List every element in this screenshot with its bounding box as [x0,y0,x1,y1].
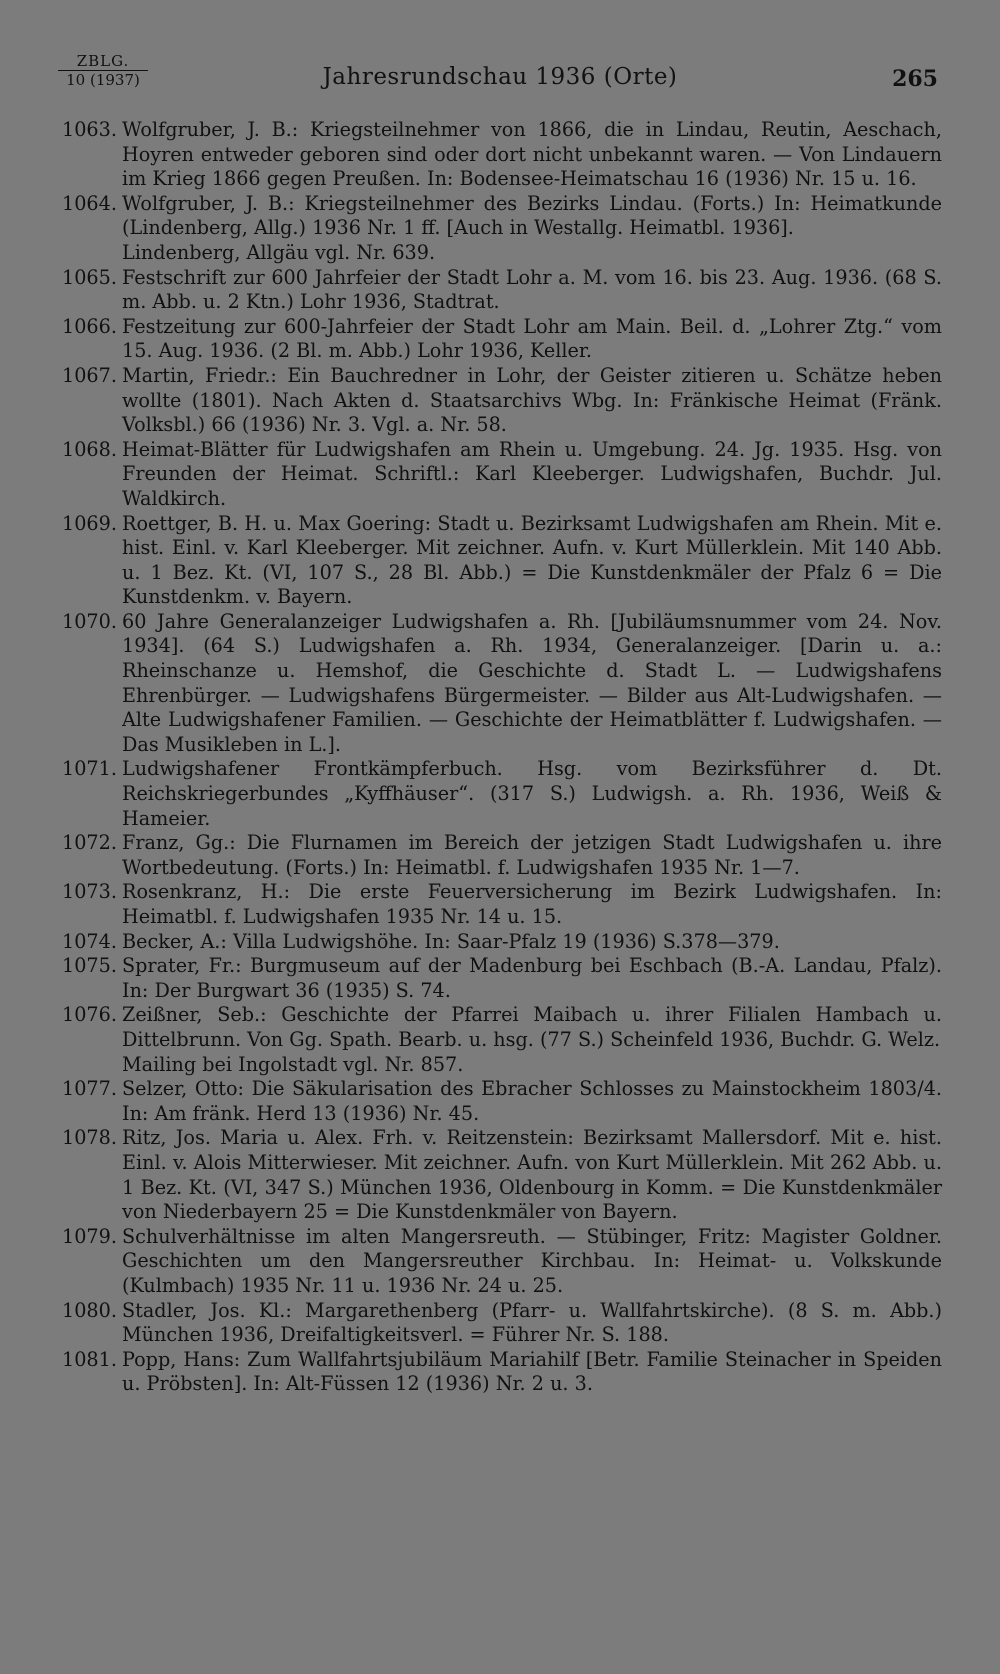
entry-text: Stadler, Jos. Kl.: Margarethenberg (Pfarr- u. Wallfahrtskirche). (8 S. m. Abb.) München 1936, Dreifaltigkeitsverl. = Führer Nr. S. 188. [122,1298,942,1347]
entry-number: 1068. [62,437,117,461]
entry-number: 1072. [62,831,117,855]
cross-reference [62,1053,942,1078]
journal-abbreviation: ZBLG. [58,52,148,71]
bibliography-entry [62,831,942,880]
entry-number: 1075. [62,954,117,978]
bibliography-entry [62,512,942,610]
bibliography-entry [62,880,942,929]
bibliography-entry [62,1077,942,1126]
bibliography-entry [62,192,942,241]
entry-number: 1069. [62,511,117,535]
entry-number: 1063. [62,118,117,141]
entry-number: 1071. [62,757,117,781]
entry-text: Lindenberg, Allgäu vgl. Nr. 639. [122,240,436,264]
entry-number: 1074. [62,929,117,953]
entry-text: Wolfgruber, J. B.: Kriegsteilnehmer von 1866, die in Lindau, Reutin, Aeschach, Hoyren entweder geboren sind oder dort nicht unbekannt waren. — Von Lindauern im Krieg 1866 gegen Preußen. In: Bodensee-Heimatschau 16 (1936) Nr. 15 u. 16. [122,118,942,191]
entry-text: Zeißner, Seb.: Geschichte der Pfarrei Maibach u. ihrer Filialen Hambach u. Dittelbrunn. Von Gg. Spath. Bearb. u. hsg. (77 S.) Scheinfeld 1936, Buchdr. G. Welz. [122,1003,942,1051]
bibliography-entry [62,1126,942,1224]
entry-text: Mailing bei Ingolstadt vgl. Nr. 857. [122,1052,464,1076]
entry-number: 1079. [62,1224,117,1248]
entry-text: 60 Jahre Generalanzeiger Ludwigshafen a. Rh. [Jubiläumsnummer vom 24. Nov. 1934]. (64 S.) Ludwigshafen a. Rh. 1934, Generalanzeiger. [Darin u. a.: Rheinschanze u. Hemshof, die Geschichte d. Stadt L. — Ludwigshafens Ehrenbürger. — Ludwigshafens Bürgermeister. — Bilder aus Alt-Ludwigshafen. — Alte Ludwigshafener Familien. — Geschichte der Heimatblätter f. Ludwigshafen. — Das Musikleben in L.]. [122,609,942,756]
entry-number: 1080. [62,1298,117,1322]
entry-number: 1081. [62,1347,117,1371]
entry-text: Ritz, Jos. Maria u. Alex. Frh. v. Reitzenstein: Bezirksamt Mallersdorf. Mit e. hist. Einl. v. Alois Mitterwieser. Mit zeichner. Aufn. von Kurt Müllerklein. Mit 262 Abb. u. 1 Bez. Kt. (VI, 347 S.) München 1936, Oldenbourg in Komm. = Die Kunstdenkmäler von Niederbayern 25 = Die Kunstdenkmäler von Bayern. [122,1126,942,1224]
entry-text: Selzer, Otto: Die Säkularisation des Ebracher Schlosses zu Mainstockheim 1803/4. In: Am fränk. Herd 13 (1936) Nr. 45. [122,1077,942,1125]
volume-year: 10 (1937) [66,71,140,89]
entry-text: Becker, A.: Villa Ludwigshöhe. In: Saar-Pfalz 19 (1936) S.378—379. [122,929,780,953]
entry-text: Wolfgruber, J. B.: Kriegsteilnehmer des Bezirks Lindau. (Forts.) In: Heimatkunde (Lindenberg, Allg.) 1936 Nr. 1 ff. [Auch in Westallg. Heimatbl. 1936]. [122,191,942,240]
entry-number: 1065. [62,265,117,289]
entry-text: Sprater, Fr.: Burgmuseum auf der Madenburg bei Eschbach (B.-A. Landau, Pfalz). In: Der Burgwart 36 (1935) S. 74. [122,954,942,1002]
entry-text: Ludwigshafener Frontkämpferbuch. Hsg. vom Bezirksführer d. Dt. Reichskriegerbundes „Kyffhäuser“. (317 S.) Ludwigsh. a. Rh. 1936, Weiß & Hameier. [122,757,942,830]
entry-number: 1066. [62,314,117,338]
bibliography-entry [62,364,942,438]
bibliography-entry [62,1225,942,1299]
page-number: 265 [892,66,938,92]
entry-text: Schulverhältnisse im alten Mangersreuth. — Stübinger, Fritz: Magister Goldner. Geschichten um den Mangersreuther Kirchbau. In: Heimat- u. Volkskunde (Kulmbach) 1935 Nr. 11 u. 1936 Nr. 24 u. 25. [122,1224,942,1297]
entry-text: Popp, Hans: Zum Wallfahrtsjubiläum Mariahilf [Betr. Familie Steinacher in Speiden u. Pröbsten]. In: Alt-Füssen 12 (1936) Nr. 2 u. 3. [122,1347,942,1396]
entry-text: Festschrift zur 600 Jahrfeier der Stadt Lohr a. M. vom 16. bis 23. Aug. 1936. (68 S. m. Abb. u. 2 Ktn.) Lohr 1936, Stadtrat. [122,265,942,314]
bibliography-entry [62,954,942,1003]
cross-reference [62,241,942,266]
entry-number: 1073. [62,880,117,904]
entry-text: Franz, Gg.: Die Flurnamen im Bereich der jetzigen Stadt Ludwigshafen u. ihre Wortbedeutung. (Forts.) In: Heimatbl. f. Ludwigshafen 1935 Nr. 1—7. [122,831,942,879]
bibliography-entry [62,1299,942,1348]
entry-number: 1070. [62,609,117,633]
bibliography-entry [62,1003,942,1052]
bibliography-entry [62,1348,942,1397]
bibliography-entry [62,610,942,758]
bibliography-entry [62,438,942,512]
entry-text: Roettger, B. H. u. Max Goering: Stadt u. Bezirksamt Ludwigshafen am Rhein. Mit e. hist. Einl. v. Karl Kleeberger. Mit zeichner. Aufn. v. Kurt Müllerklein. Mit 140 Abb. u. 1 Bez. Kt. (VI, 107 S., 28 Bl. Abb.) = Die Kunstdenkmäler der Pfalz 6 = Die Kunstdenkm. v. Bayern. [122,511,942,609]
entry-number: 1064. [62,191,117,215]
entry-number: 1067. [62,363,117,387]
bibliography-entry [62,930,942,955]
entry-number: 1076. [62,1003,117,1027]
bibliography-entry [62,757,942,831]
entry-text: Rosenkranz, H.: Die erste Feuerversicherung im Bezirk Ludwigshafen. In: Heimatbl. f. Ludwigshafen 1935 Nr. 14 u. 15. [122,880,942,928]
entry-text: Martin, Friedr.: Ein Bauchredner in Lohr, der Geister zitieren u. Schätze heben wollte (1801). Nach Akten d. Staatsarchivs Wbg. In: Fränkische Heimat (Fränk. Volksbl.) 66 (1936) Nr. 3. Vgl. a. Nr. 58. [122,363,942,437]
bibliography-entry [62,315,942,364]
entry-text: Heimat-Blätter für Ludwigshafen am Rhein u. Umgebung. 24. Jg. 1935. Hsg. von Freunden der Heimat. Schriftl.: Karl Kleeberger. Ludwigshafen, Buchdr. Jul. Waldkirch. [122,437,942,510]
bibliography-entry [62,118,942,192]
bibliography-list [62,118,942,1397]
bibliography-entry [62,266,942,315]
entry-number: 1077. [62,1077,117,1101]
entry-text: Festzeitung zur 600-Jahrfeier der Stadt Lohr am Main. Beil. d. „Lohrer Ztg.“ vom 15. Aug. 1936. (2 Bl. m. Abb.) Lohr 1936, Keller. [122,314,942,363]
running-title: Jahresrundschau 1936 (Orte) [322,64,678,90]
entry-number: 1078. [62,1126,117,1150]
